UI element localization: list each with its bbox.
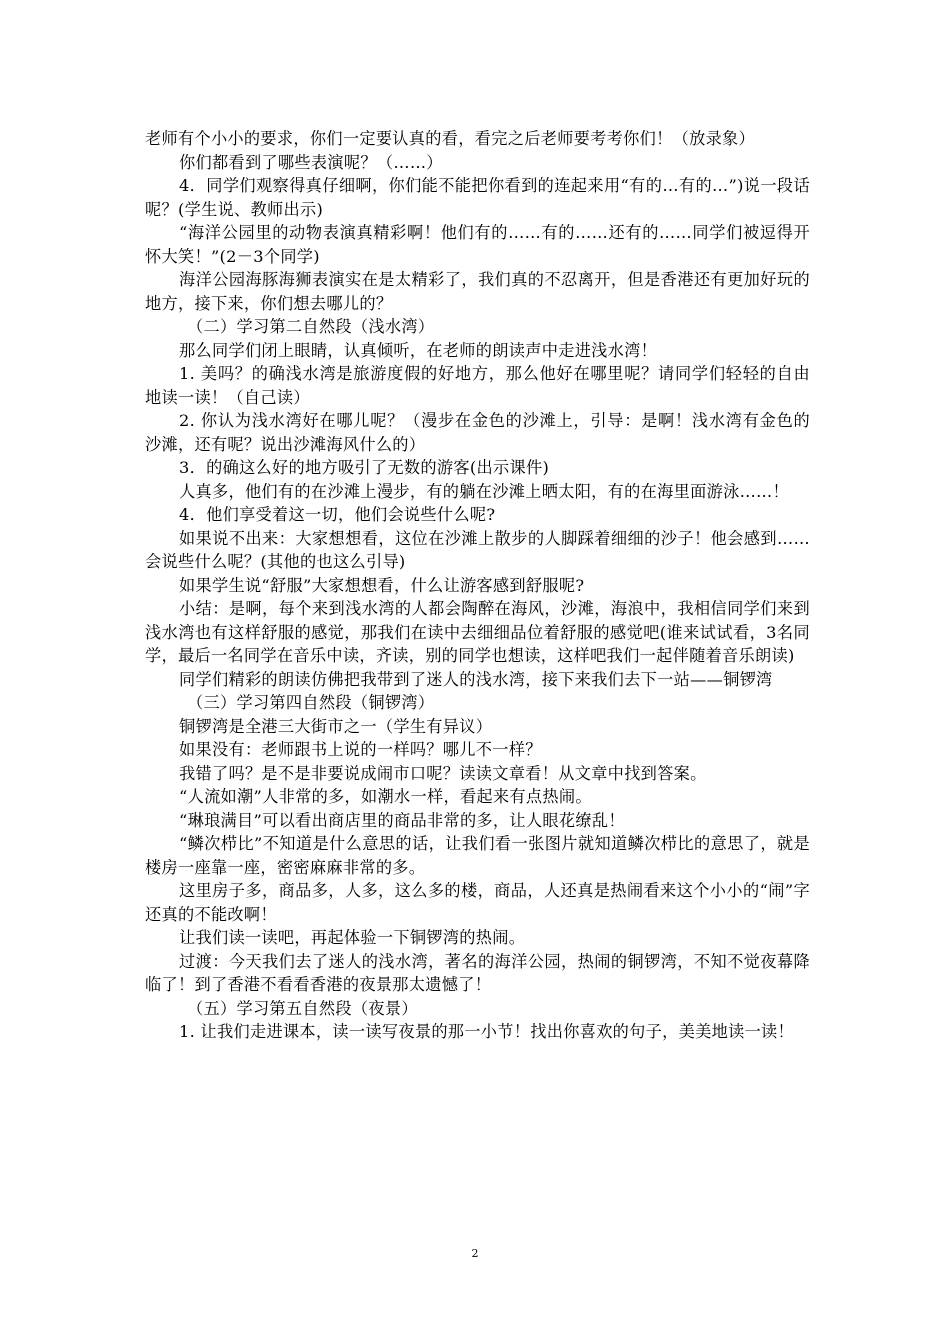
- paragraph-8: 1. 美吗？的确浅水湾是旅游度假的好地方，那么他好在哪里呢？请同学们轻轻的自由地读一读！（自己读）: [145, 364, 810, 407]
- paragraph-16: 同学们精彩的朗读仿佛把我带到了迷人的浅水湾，接下来我们去下一站——铜锣湾: [179, 669, 773, 689]
- section-heading-3: （三）学习第四自然段（铜锣湾）: [187, 693, 435, 712]
- page-number: 2: [471, 1247, 479, 1260]
- paragraph-1: 老师有个小小的要求，你们一定要认真的看，看完之后老师要考考你们！（放录象）: [145, 129, 756, 148]
- paragraph-20: 我错了吗？是不是非要说成闹市口呢？读读文章看！从文章中找到答案。: [179, 763, 707, 783]
- paragraph-9: 2. 你认为浅水湾好在哪儿呢？（漫步在金色的沙滩上，引导：是啊！浅水湾有金色的沙滩，还有呢？说出沙滩海风什么的）: [145, 411, 810, 454]
- paragraph-14: 如果学生说“舒服”大家想想看，什么让游客感到舒服呢?: [179, 575, 585, 595]
- paragraph-5: 海洋公园海豚海狮表演实在是太精彩了，我们真的不忍离开，但是香港还有更加好玩的地方，接下来，你们想去哪儿的？: [145, 270, 810, 313]
- paragraph-15: 小结：是啊，每个来到浅水湾的人都会陶醉在海风，沙滩，海浪中，我相信同学们来到浅水湾也有这样舒服的感觉，那我们在读中去细细品位着舒服的感觉吧(谁来试试看，3名同学，最后一名同学在音乐中读，齐读，别的同学也想读，这样吧我们一起伴随着音乐朗读): [145, 599, 810, 665]
- document-body: [145, 127, 810, 1044]
- paragraph-28: 1. 让我们走进课本，读一读写夜景的那一小节！找出你喜欢的句子，美美地读一读！: [179, 1022, 795, 1041]
- section-heading-2: （二）学习第二自然段（浅水湾）: [187, 317, 435, 336]
- paragraph-3: 4．同学们观察得真仔细啊，你们能不能把你看到的连起来用“有的…有的…”)说一段话呢？(学生说、教师出示): [145, 176, 810, 219]
- paragraph-23: “鳞次栉比”不知道是什么意思的话，让我们看一张图片就知道鳞次栉比的意思了，就是楼房一座靠一座，密密麻麻非常的多。: [145, 834, 810, 877]
- paragraph-21: “人流如潮”人非常的多，如潮水一样，看起来有点热闹。: [179, 787, 592, 806]
- paragraph-10: 3．的确这么好的地方吸引了无数的游客(出示课件): [179, 458, 550, 477]
- paragraph-4: “海洋公园里的动物表演真精彩啊！他们有的……有的……还有的……同学们被逗得开怀大笑！”(2－3个同学): [145, 223, 810, 266]
- paragraph-11: 人真多，他们有的在沙滩上漫步，有的躺在沙滩上晒太阳，有的在海里面游泳……！: [179, 481, 790, 501]
- paragraph-24: 这里房子多，商品多，人多，这么多的楼，商品，人还真是热闹看来这个小小的“闹”字还真的不能改啊！: [145, 881, 810, 924]
- paragraph-13: 如果说不出来：大家想想看，这位在沙滩上散步的人脚踩着细细的沙子！他会感到……会说些什么呢？(其他的也这么引导): [145, 528, 810, 571]
- paragraph-19: 如果没有：老师跟书上说的一样吗？哪儿不一样？: [179, 740, 542, 759]
- paragraph-2: 你们都看到了哪些表演呢？（……）: [179, 152, 443, 172]
- paragraph-12: 4．他们享受着这一切，他们会说些什么呢?: [179, 505, 496, 524]
- paragraph-18: 铜锣湾是全港三大街市之一（学生有异议）: [179, 716, 493, 736]
- paragraph-22: “琳琅满目”可以看出商店里的商品非常的多，让人眼花缭乱！: [179, 810, 625, 830]
- paragraph-25: 让我们读一读吧，再起体验一下铜锣湾的热闹。: [179, 928, 526, 947]
- paragraph-7: 那么同学们闭上眼睛，认真倾听，在老师的朗读声中走进浅水湾！: [179, 340, 658, 360]
- section-heading-5: （五）学习第五自然段（夜景）: [187, 998, 418, 1018]
- paragraph-26: 过渡：今天我们去了迷人的浅水湾，著名的海洋公园，热闹的铜锣湾，不知不觉夜幕降临了！到了香港不看看香港的夜景那太遗憾了！: [145, 951, 810, 994]
